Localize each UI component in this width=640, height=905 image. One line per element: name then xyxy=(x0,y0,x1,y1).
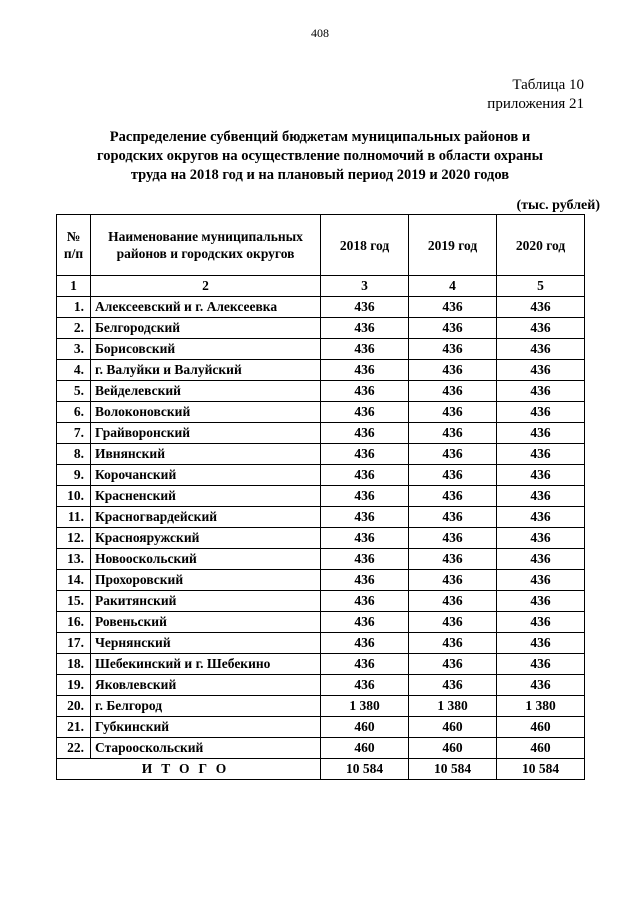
value-2019: 460 xyxy=(409,717,497,738)
value-2018: 436 xyxy=(321,507,409,528)
header-no: № п/п xyxy=(57,215,91,276)
table-row xyxy=(57,654,585,675)
district-name: Красногвардейский xyxy=(91,507,321,528)
value-2018: 436 xyxy=(321,423,409,444)
value-2019: 436 xyxy=(409,654,497,675)
value-2020: 436 xyxy=(497,633,585,654)
row-number: 15. xyxy=(57,591,91,612)
table-ref-line-1: Таблица 10 xyxy=(512,77,584,93)
header-2019: 2019 год xyxy=(409,215,497,276)
district-name: Волоконовский xyxy=(91,402,321,423)
subsidy-table xyxy=(56,214,585,780)
total-label: ИТОГО xyxy=(57,759,321,780)
value-2020: 436 xyxy=(497,654,585,675)
value-2020: 460 xyxy=(497,738,585,759)
total-row xyxy=(57,759,585,780)
district-name: Вейделевский xyxy=(91,381,321,402)
total-2020: 10 584 xyxy=(497,759,585,780)
value-2020: 436 xyxy=(497,570,585,591)
row-number: 17. xyxy=(57,633,91,654)
value-2019: 436 xyxy=(409,297,497,318)
table-row xyxy=(57,297,585,318)
district-name: Красненский xyxy=(91,486,321,507)
value-2019: 436 xyxy=(409,318,497,339)
value-2018: 436 xyxy=(321,570,409,591)
table-row xyxy=(57,675,585,696)
value-2020: 436 xyxy=(497,402,585,423)
total-2019: 10 584 xyxy=(409,759,497,780)
row-number: 10. xyxy=(57,486,91,507)
value-2018: 436 xyxy=(321,339,409,360)
row-number: 6. xyxy=(57,402,91,423)
value-2020: 436 xyxy=(497,486,585,507)
row-number: 4. xyxy=(57,360,91,381)
value-2019: 436 xyxy=(409,444,497,465)
district-name: Ровеньский xyxy=(91,612,321,633)
value-2018: 436 xyxy=(321,675,409,696)
district-name: Борисовский xyxy=(91,339,321,360)
row-number: 21. xyxy=(57,717,91,738)
table-reference xyxy=(487,76,584,114)
value-2020: 436 xyxy=(497,591,585,612)
district-name: Губкинский xyxy=(91,717,321,738)
row-number: 9. xyxy=(57,465,91,486)
title-line-3: труда на 2018 год и на плановый период 2019 и 2020 годов xyxy=(130,167,510,183)
value-2019: 436 xyxy=(409,591,497,612)
units-label: (тыс. рублей) xyxy=(516,198,600,213)
table-ref-line-2: приложения 21 xyxy=(487,96,584,112)
header-2020: 2020 год xyxy=(497,215,585,276)
row-number: 2. xyxy=(57,318,91,339)
value-2018: 436 xyxy=(321,360,409,381)
value-2019: 436 xyxy=(409,486,497,507)
value-2019: 1 380 xyxy=(409,696,497,717)
value-2018: 436 xyxy=(321,465,409,486)
row-number: 18. xyxy=(57,654,91,675)
column-number: 1 xyxy=(57,276,91,297)
value-2020: 436 xyxy=(497,675,585,696)
column-number: 4 xyxy=(409,276,497,297)
row-number: 22. xyxy=(57,738,91,759)
value-2020: 436 xyxy=(497,318,585,339)
value-2020: 436 xyxy=(497,549,585,570)
value-2018: 436 xyxy=(321,318,409,339)
table-row xyxy=(57,465,585,486)
value-2019: 436 xyxy=(409,423,497,444)
row-number: 20. xyxy=(57,696,91,717)
district-name: Яковлевский xyxy=(91,675,321,696)
table-row xyxy=(57,507,585,528)
value-2019: 436 xyxy=(409,528,497,549)
value-2019: 436 xyxy=(409,633,497,654)
table-row xyxy=(57,570,585,591)
value-2018: 460 xyxy=(321,717,409,738)
row-number: 8. xyxy=(57,444,91,465)
table-row xyxy=(57,738,585,759)
value-2018: 436 xyxy=(321,528,409,549)
value-2020: 436 xyxy=(497,528,585,549)
value-2020: 436 xyxy=(497,297,585,318)
value-2018: 436 xyxy=(321,444,409,465)
value-2019: 436 xyxy=(409,570,497,591)
district-name: Чернянский xyxy=(91,633,321,654)
value-2019: 436 xyxy=(409,465,497,486)
value-2018: 436 xyxy=(321,612,409,633)
row-number: 3. xyxy=(57,339,91,360)
district-name: г. Валуйки и Валуйский xyxy=(91,360,321,381)
column-number: 5 xyxy=(497,276,585,297)
row-number: 11. xyxy=(57,507,91,528)
row-number: 19. xyxy=(57,675,91,696)
district-name: Краснояружский xyxy=(91,528,321,549)
district-name: Прохоровский xyxy=(91,570,321,591)
value-2018: 436 xyxy=(321,486,409,507)
value-2020: 436 xyxy=(497,444,585,465)
table-row xyxy=(57,612,585,633)
table-row xyxy=(57,381,585,402)
table-body xyxy=(57,297,585,759)
value-2018: 436 xyxy=(321,654,409,675)
table-row xyxy=(57,633,585,654)
header-name: Наименование муниципальных районов и городских округов xyxy=(91,215,321,276)
value-2018: 1 380 xyxy=(321,696,409,717)
value-2019: 436 xyxy=(409,612,497,633)
value-2019: 436 xyxy=(409,339,497,360)
district-name: Грайворонский xyxy=(91,423,321,444)
column-number-row xyxy=(57,276,585,297)
value-2018: 436 xyxy=(321,549,409,570)
district-name: Корочанский xyxy=(91,465,321,486)
value-2018: 436 xyxy=(321,633,409,654)
district-name: г. Белгород xyxy=(91,696,321,717)
title-line-1: Распределение субвенций бюджетам муниципальных районов и xyxy=(109,129,531,145)
table-row xyxy=(57,444,585,465)
value-2020: 436 xyxy=(497,507,585,528)
row-number: 1. xyxy=(57,297,91,318)
value-2019: 436 xyxy=(409,549,497,570)
table-row xyxy=(57,402,585,423)
table-row xyxy=(57,528,585,549)
header-row xyxy=(57,215,585,276)
table-row xyxy=(57,318,585,339)
value-2019: 436 xyxy=(409,360,497,381)
row-number: 7. xyxy=(57,423,91,444)
value-2018: 436 xyxy=(321,591,409,612)
district-name: Шебекинский и г. Шебекино xyxy=(91,654,321,675)
value-2020: 436 xyxy=(497,423,585,444)
value-2020: 436 xyxy=(497,339,585,360)
value-2020: 436 xyxy=(497,612,585,633)
district-name: Белгородский xyxy=(91,318,321,339)
value-2019: 460 xyxy=(409,738,497,759)
table-row xyxy=(57,339,585,360)
value-2020: 436 xyxy=(497,360,585,381)
value-2019: 436 xyxy=(409,402,497,423)
title-line-2: городских округов на осуществление полномочий в области охраны xyxy=(97,148,543,164)
row-number: 16. xyxy=(57,612,91,633)
value-2020: 436 xyxy=(497,465,585,486)
district-name: Новооскольский xyxy=(91,549,321,570)
district-name: Алексеевский и г. Алексеевка xyxy=(91,297,321,318)
value-2019: 436 xyxy=(409,675,497,696)
value-2018: 436 xyxy=(321,402,409,423)
row-number: 13. xyxy=(57,549,91,570)
row-number: 14. xyxy=(57,570,91,591)
row-number: 12. xyxy=(57,528,91,549)
value-2019: 436 xyxy=(409,507,497,528)
value-2018: 436 xyxy=(321,381,409,402)
table-row xyxy=(57,591,585,612)
document-title xyxy=(70,128,570,185)
table-row xyxy=(57,717,585,738)
district-name: Ракитянский xyxy=(91,591,321,612)
table-row xyxy=(57,423,585,444)
value-2020: 436 xyxy=(497,381,585,402)
table-row xyxy=(57,696,585,717)
value-2018: 436 xyxy=(321,297,409,318)
table-row xyxy=(57,486,585,507)
district-name: Ивнянский xyxy=(91,444,321,465)
row-number: 5. xyxy=(57,381,91,402)
column-number: 3 xyxy=(321,276,409,297)
value-2018: 460 xyxy=(321,738,409,759)
total-2018: 10 584 xyxy=(321,759,409,780)
column-number: 2 xyxy=(91,276,321,297)
district-name: Старооскольский xyxy=(91,738,321,759)
table-row xyxy=(57,360,585,381)
table-row xyxy=(57,549,585,570)
value-2020: 1 380 xyxy=(497,696,585,717)
page-number: 408 xyxy=(311,26,329,40)
value-2019: 436 xyxy=(409,381,497,402)
value-2020: 460 xyxy=(497,717,585,738)
header-2018: 2018 год xyxy=(321,215,409,276)
